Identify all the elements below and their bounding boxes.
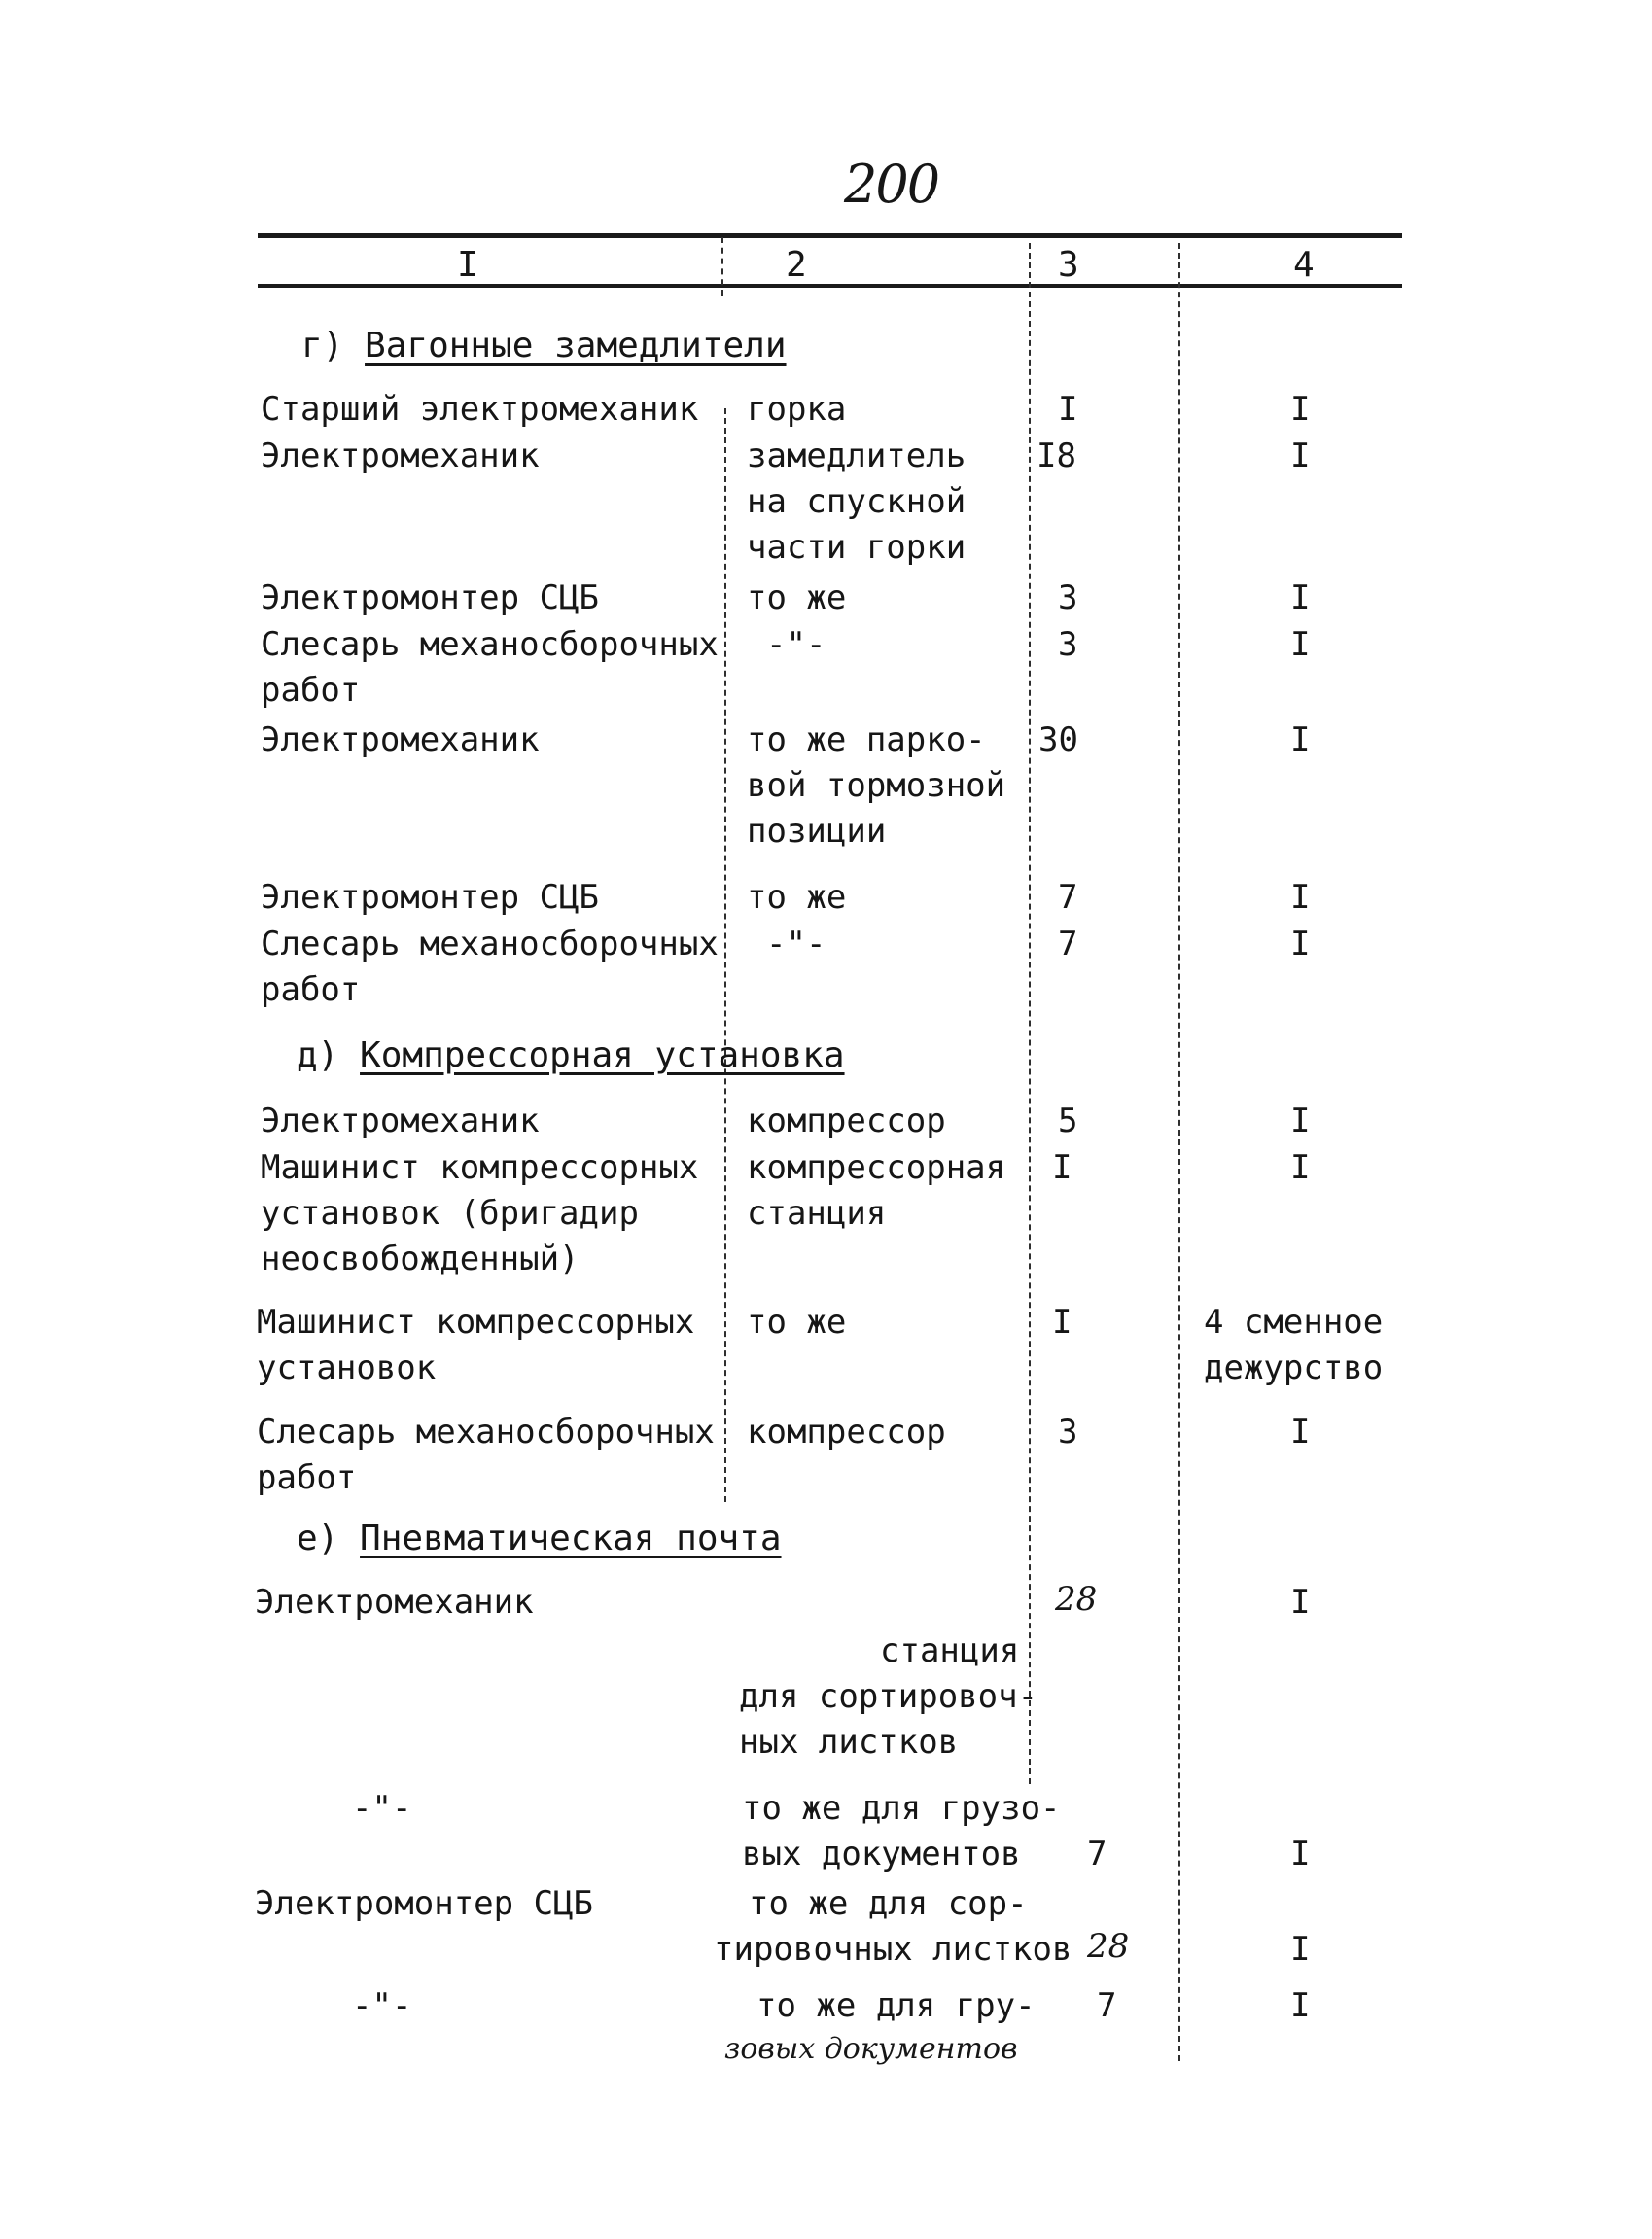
cell-shift: I xyxy=(1290,625,1311,664)
cell-position: Слесарь механосборочных xyxy=(261,925,719,963)
cell-quantity: 7 xyxy=(1087,1835,1107,1873)
cell-quantity: 3 xyxy=(1058,1413,1078,1452)
cell-position: -"- xyxy=(352,1986,412,2025)
cell-position: установок (бригадир xyxy=(261,1194,639,1233)
cell-object: ных листков xyxy=(739,1723,959,1762)
cell-shift: 4 сменное xyxy=(1204,1303,1384,1342)
cell-shift: I xyxy=(1290,1148,1311,1187)
cell-quantity: I xyxy=(1052,1148,1072,1187)
column-divider-1 xyxy=(724,408,726,1502)
cell-object: тировочных листков xyxy=(714,1930,1072,1969)
cell-position: установок xyxy=(257,1348,437,1387)
column-divider-3 xyxy=(1178,243,1180,2061)
cell-shift: I xyxy=(1290,1583,1311,1622)
cell-object: части горки xyxy=(747,528,967,567)
cell-quantity: I xyxy=(1052,1303,1072,1342)
cell-object: компрессор xyxy=(747,1102,946,1140)
cell-object: компрессор xyxy=(747,1413,946,1452)
cell-position: неосвобожденный) xyxy=(261,1240,580,1278)
table-top-rule xyxy=(258,233,1402,238)
cell-position: Электромеханик xyxy=(261,720,540,759)
cell-shift: I xyxy=(1290,720,1311,759)
cell-shift: I xyxy=(1290,878,1311,917)
cell-quantity: 3 xyxy=(1058,625,1078,664)
column-divider-2 xyxy=(1029,243,1031,1784)
cell-quantity: 7 xyxy=(1097,1986,1117,2025)
column-header-2: 2 xyxy=(786,245,807,285)
cell-object: для сортировоч- xyxy=(739,1677,1038,1716)
cell-object: -"- xyxy=(766,625,826,664)
cell-position: работ xyxy=(261,671,361,710)
cell-object: на спускной xyxy=(747,482,967,521)
section-title: Пневматическая почта xyxy=(360,1519,782,1558)
cell-quantity: I8 xyxy=(1037,437,1076,475)
cell-quantity: 28 xyxy=(1087,1927,1130,1966)
cell-object: -"- xyxy=(766,925,826,963)
cell-quantity: 28 xyxy=(1055,1580,1098,1619)
cell-object: компрессорная xyxy=(747,1148,1006,1187)
cell-object: позиции xyxy=(747,812,887,851)
cell-object: то же xyxy=(747,878,847,917)
cell-position: Электромонтер СЦБ xyxy=(261,878,599,917)
cell-quantity: 3 xyxy=(1058,578,1078,617)
cell-object: станция xyxy=(747,1194,887,1233)
cell-object: то же для грузо- xyxy=(742,1789,1061,1828)
cell-position: Машинист компрессорных xyxy=(257,1303,695,1342)
section-heading xyxy=(297,1035,845,1075)
cell-object: то же для гру- xyxy=(756,1986,1036,2025)
column-header-4: 4 xyxy=(1293,245,1315,285)
cell-position: Старший электромеханик xyxy=(261,390,699,429)
cell-position: Электромонтер СЦБ xyxy=(255,1884,593,1923)
cell-object: то же xyxy=(747,1303,847,1342)
cell-position: Слесарь механосборочных xyxy=(257,1413,715,1452)
cell-object: горка xyxy=(747,390,847,429)
cell-position: Электромонтер СЦБ xyxy=(261,578,599,617)
cell-quantity: 5 xyxy=(1058,1102,1078,1140)
cell-object: то же для сор- xyxy=(749,1884,1028,1923)
cell-shift: I xyxy=(1290,437,1311,475)
cell-shift: I xyxy=(1290,925,1311,963)
cell-position: Электромеханик xyxy=(261,437,540,475)
cell-object: то же парко- xyxy=(747,720,986,759)
cell-quantity: 30 xyxy=(1038,720,1078,759)
table-header-rule xyxy=(258,284,1402,288)
column-header-3: 3 xyxy=(1058,245,1079,285)
cell-quantity: I xyxy=(1058,390,1078,429)
section-heading xyxy=(301,326,787,366)
cell-object: станция xyxy=(880,1631,1020,1670)
section-letter: г) xyxy=(301,326,344,366)
cell-position: работ xyxy=(257,1458,357,1497)
cell-object: вых документов xyxy=(742,1835,1021,1873)
cell-position: -"- xyxy=(352,1789,412,1828)
cell-shift: I xyxy=(1290,1102,1311,1140)
cell-position: работ xyxy=(261,970,361,1009)
cell-shift: I xyxy=(1290,1835,1311,1873)
cell-quantity: 7 xyxy=(1058,878,1078,917)
column-header-1: I xyxy=(457,245,478,285)
column-divider-1-header xyxy=(721,237,723,296)
cell-shift: I xyxy=(1290,1413,1311,1452)
cell-shift: I xyxy=(1290,1930,1311,1969)
cell-shift: I xyxy=(1290,1986,1311,2025)
cell-object: вой тормозной xyxy=(747,766,1006,805)
cell-position: Электромеханик xyxy=(255,1583,534,1622)
cell-position: Машинист компрессорных xyxy=(261,1148,699,1187)
cell-quantity: 7 xyxy=(1058,925,1078,963)
section-title: Компрессорная установка xyxy=(360,1035,845,1075)
section-letter: д) xyxy=(297,1035,339,1075)
section-heading xyxy=(297,1519,782,1558)
cell-shift: дежурство xyxy=(1204,1348,1384,1387)
section-letter: е) xyxy=(297,1519,339,1558)
cell-object: зовых документов xyxy=(724,2032,1018,2066)
cell-object: замедлитель xyxy=(747,437,967,475)
cell-shift: I xyxy=(1290,390,1311,429)
page-number: 200 xyxy=(844,154,939,215)
cell-shift: I xyxy=(1290,578,1311,617)
cell-position: Электромеханик xyxy=(261,1102,540,1140)
cell-position: Слесарь механосборочных xyxy=(261,625,719,664)
cell-object: то же xyxy=(747,578,847,617)
section-title: Вагонные замедлители xyxy=(365,326,787,366)
